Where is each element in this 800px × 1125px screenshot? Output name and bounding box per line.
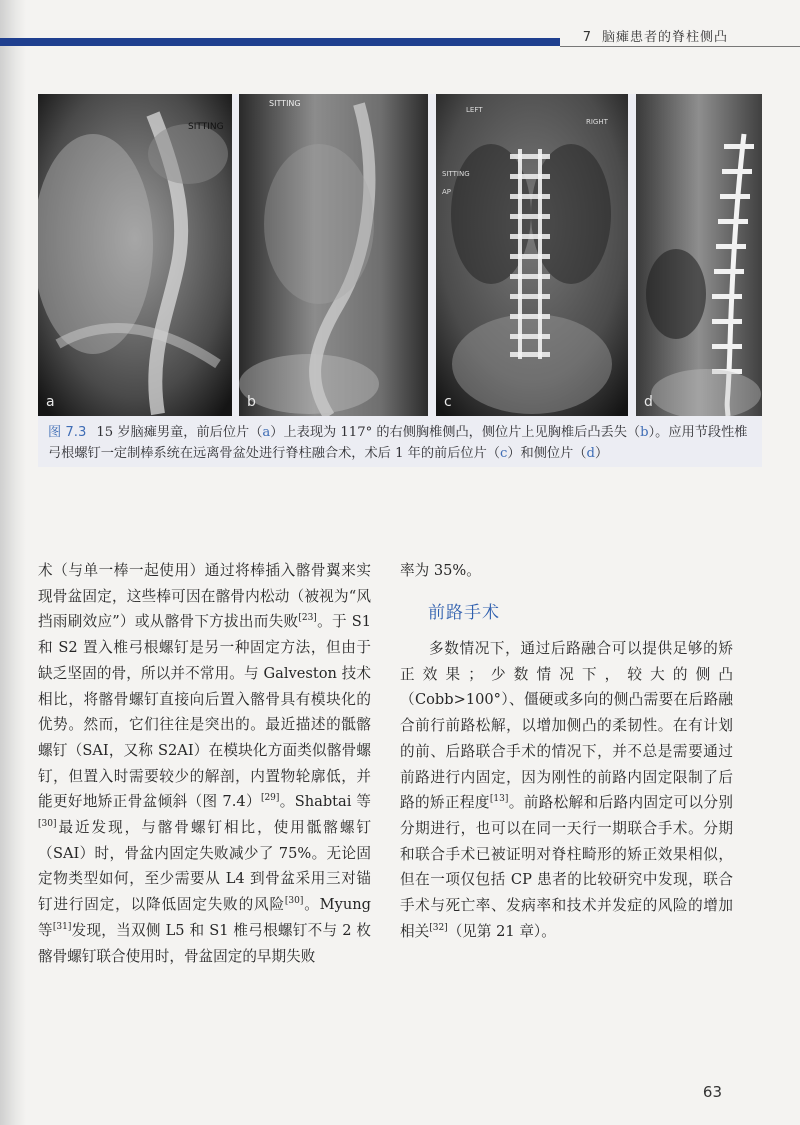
left-text-5: 。Myung 等 [38,896,371,939]
header-rule [560,46,800,47]
caption-ref-b: b [640,425,649,440]
figure-caption-label: 图 7.3 [48,425,87,440]
xray-panel-a [38,94,232,416]
right-continuation-text: 率为 35%。 [400,562,481,579]
caption-text-2: ）上表现为 117° 的右侧胸椎侧凸，侧位片上见胸椎后凸丢失（ [270,425,641,440]
left-text-1: 术（与单一棒一起使用）通过将棒插入髂骨翼来实现骨盆固定，这些棒可因在髂骨内松动（被视为“风挡雨刷效应”）或从髂骨下方拔出而失败 [38,562,371,631]
citation-31: [31] [52,921,72,932]
left-text-4: 最近发现，与髂骨螺钉相比，使用骶髂螺钉（SAI）时，骨盆内固定失败减少了 75%。无论固定物类型如何，至少需要从 L4 到骨盆采用三对锚钉进行固定，以降低固定失败的风险 [38,819,371,914]
xray-c-ap-marker: AP [442,188,452,196]
panel-label-a: a [46,394,55,410]
xray-panel-c [436,94,628,416]
right-column-body [400,636,733,944]
xray-c-side-marker: SITTING [442,170,470,178]
xray-image-d [636,94,762,416]
xray-panels [38,94,762,416]
panel-label-b: b [247,394,256,410]
citation-13: [13] [489,794,509,805]
caption-ref-a: a [262,425,271,440]
citation-29: [29] [260,793,280,804]
xray-image-a [38,94,232,416]
right-paragraph [400,636,733,944]
page-gutter-shadow [0,0,26,1125]
citation-30-b: [30] [284,896,304,907]
xray-panel-d [636,94,762,416]
section-heading: 前路手术 [428,603,500,623]
page-number: 63 [702,1083,722,1101]
right-text-2: 。前路松解和后路内固定可以分别分期进行，也可以在同一天行一期联合手术。分期和联合手术已被证明对脊柱畸形的矫正效果相似，但在一项仅包括 CP 患者的比较研究中发现，联合手术与死亡率、发病率和技术并发症的风险的增加相关 [400,794,733,940]
caption-ref-d: d [586,446,595,461]
panel-label-d: d [644,394,653,410]
caption-text-5: ） [594,446,609,461]
xray-c-right-marker: RIGHT [586,118,608,126]
figure-7-3 [38,94,762,467]
citation-32: [32] [429,922,448,933]
right-column-continuation [400,558,733,584]
xray-c-left-marker: LEFT [466,106,483,114]
caption-text-4: ）和侧位片（ [507,446,587,461]
running-header [583,26,728,45]
left-paragraph [38,558,371,969]
right-text-1: 多数情况下，通过后路融合可以提供足够的矫正效果；少数情况下，较大的侧凸（Cobb>100°）、僵硬或多向的侧凸需要在后路融合前行前路松解，以增加侧凸的柔韧性。在有计划的前、后路联合手术的情况下，并不总是需要通过前路进行内固定，因为刚性的前路内固定限制了后路的矫正程度 [400,640,733,812]
caption-ref-c: c [499,446,508,461]
header-color-bar [0,38,560,46]
caption-text-3: ）。应用节段性椎弓根螺钉一定制棒系统在远离骨盆处进行脊柱融合术，术后 1 年的前后位片（ [48,425,748,461]
panel-label-c: c [444,394,452,410]
xray-a-marker: SITTING [188,122,224,132]
xray-b-marker: SITTING [269,99,301,108]
caption-text-1: 15 岁脑瘫男童，前后位片（ [96,425,263,440]
figure-caption [48,422,754,464]
chapter-number: 7 [582,30,592,45]
left-text-3: 。Shabtai 等 [279,793,371,811]
left-text-6: 发现，当双侧 L5 和 S1 椎弓根螺钉不与 2 枚髂骨螺钉联合使用时，骨盆固定的早期失败 [38,921,371,965]
xray-image-b [239,94,428,416]
left-text-2: 。于 S1 和 S2 置入椎弓根螺钉是另一种固定方法，但由于缺乏坚固的骨，所以并不常用。与 Galveston 技术相比，将髂骨螺钉直接向后置入髂骨具有模块化的优势。然而，它们往往是突出的。最近描述的骶髂螺钉（SAI，又称 S2AI）在模块化方面类似髂骨螺钉，但置入时需要较少的解剖，内置物轮廓低，并能更好地矫正骨盆倾斜（图 7.4） [38,613,371,811]
left-column [38,558,371,969]
right-text-3: （见第 21 章）。 [447,922,556,940]
chapter-title: 脑瘫患者的脊柱侧凸 [601,30,728,45]
citation-23: [23] [298,613,317,624]
citation-30-a: [30] [38,819,57,830]
xray-image-c [436,94,628,416]
xray-panel-b [239,94,428,416]
